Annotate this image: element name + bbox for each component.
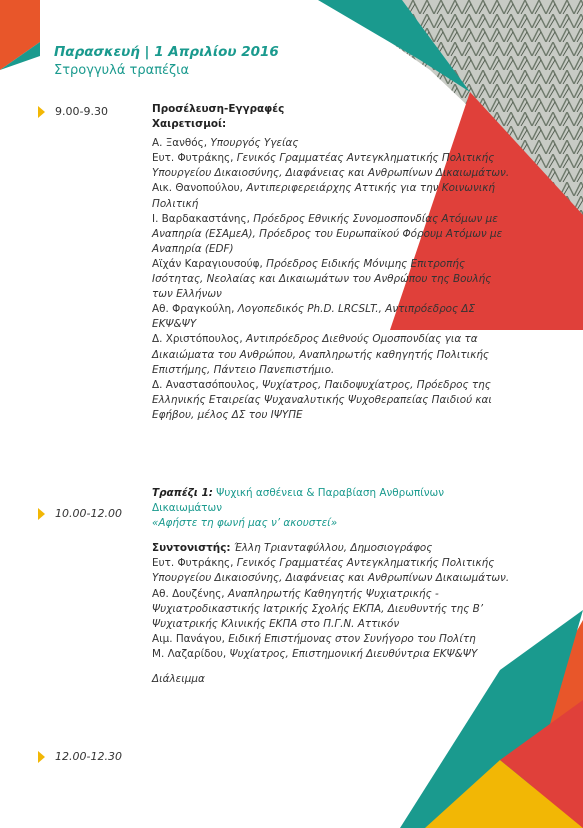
- speaker-role: Ειδική Επιστήμονας στον Συνήγορο του Πολίτη: [228, 632, 476, 645]
- speaker-item: [152, 302, 512, 332]
- day-title: Παρασκευή | 1 Απριλίου 2016: [54, 44, 279, 60]
- page-header: [54, 44, 279, 78]
- session-welcome: [152, 102, 512, 423]
- time-slot-1: [38, 101, 108, 120]
- speaker-item: [152, 647, 512, 662]
- speaker-name: Μ. Λαζαρίδου,: [152, 647, 227, 660]
- time-label: 10.00-12.00: [55, 507, 122, 520]
- speaker-role: Ψυχίατρος, Παιδοψυχίατρος, Πρόεδρος της Ελληνικής Εταιρείας Ψυχαναλυτικής Ψυχοθεραπείας Παιδιού και Εφήβου, μέλος ΔΣ του ΙΨΥΠΕ: [152, 378, 492, 421]
- moderator-label: Συντονιστής:: [152, 542, 231, 555]
- session-round-table: [152, 486, 512, 687]
- subtitle: Στρογγυλά τραπέζια: [54, 63, 190, 78]
- speaker-role: Γενικός Γραμματέας Αντεγκληματικής Πολιτικής Υπουργείου Δικαιοσύνης, Διαφάνειας και Ανθρωπίνων Δικαιωμάτων.: [152, 152, 510, 180]
- speaker-name: Ευτ. Φυτράκης,: [152, 557, 234, 570]
- time-slot-3: [38, 746, 122, 765]
- time-label: 12.00-12.30: [55, 750, 122, 763]
- speaker-item: [152, 136, 512, 151]
- moderator-line: [152, 541, 512, 556]
- speaker-item: [152, 632, 512, 647]
- arrow-icon: [38, 751, 45, 763]
- table-quote: «Αφήστε τη φωνή μας ν’ ακουστεί»: [152, 517, 338, 530]
- time-slot-2: [38, 503, 122, 522]
- speaker-name: Αικ. Θανοπούλου,: [152, 182, 243, 195]
- speaker-role: Πρόεδρος Ειδικής Μόνιμης Επιτροπής Ισότητας, Νεολαίας και Δικαιωμάτων του Ανθρώπου της Βουλής των Ελλήνων: [152, 257, 492, 301]
- table-title: Ψυχική ασθένεια & Παραβίαση Ανθρωπίνων Δικαιωμάτων: [152, 487, 445, 515]
- speaker-role: Γενικός Γραμματέας Αντεγκληματικής Πολιτικής Υπουργείου Δικαιοσύνης, Διαφάνειας και Ανθρωπίνων Δικαιωμάτων.: [152, 557, 510, 585]
- speaker-item: [152, 332, 512, 377]
- speaker-role: Αναπληρωτής Καθηγητής Ψυχιατρικής - Ψυχιατροδικαστικής Ιατρικής Σχολής ΕΚΠΑ, Διευθυντής της Β’ Ψυχιατρικής Κλινικής ΕΚΠΑ στο Π.Γ.Ν. Αττικόν: [152, 587, 484, 630]
- speaker-list: [152, 136, 512, 423]
- speaker-name: Δ. Αναστασόπουλος,: [152, 378, 259, 391]
- speaker-role: Ψυχίατρος, Επιστημονική Διευθύντρια ΕΚΨ&ΨΥ: [229, 647, 478, 660]
- speaker-item: [152, 556, 512, 586]
- speaker-item: [152, 151, 512, 181]
- speaker-item: [152, 587, 512, 632]
- speaker-name: Αϊχάν Καραγιουσούφ,: [152, 257, 263, 270]
- speaker-item: [152, 378, 512, 423]
- speaker-name: Αθ. Φραγκούλη,: [152, 303, 235, 316]
- speaker-item: [152, 212, 512, 257]
- speaker-role: Αντιπεριφερειάρχης Αττικής για την Κοινωνική Πολιτική: [152, 182, 495, 210]
- moderator-name: Έλλη Τριανταφύλλου, Δημοσιογράφος: [233, 542, 433, 555]
- time-label: 9.00-9.30: [55, 105, 108, 118]
- speaker-list: [152, 556, 512, 662]
- speaker-item: [152, 257, 512, 302]
- speaker-item: [152, 181, 512, 211]
- speaker-role: Υπουργός Υγείας: [210, 137, 299, 150]
- speaker-name: Αθ. Δουζένης,: [152, 587, 225, 600]
- speaker-role: Λογοπεδικός Ph.D. LRCSLT., Αντιπρόεδρος ΔΣ ΕΚΨ&ΨΥ: [152, 303, 476, 331]
- session-title: Προσέλευση-Εγγραφές: [152, 103, 285, 115]
- speaker-name: Αιμ. Πανάγου,: [152, 632, 225, 645]
- speaker-name: Α. Ξανθός,: [152, 137, 208, 150]
- speaker-role: Πρόεδρος Εθνικής Συνομοσπονδίας Ατόμων με Αναπηρία (ΕΣΑμεΑ), Πρόεδρος του Ευρωπαϊκού Φόρουμ Ατόμων με Αναπηρία (EDF): [152, 212, 503, 255]
- speaker-role: Αντιπρόεδρος Διεθνούς Ομοσπονδίας για τα Δικαιώματα του Ανθρώπου, Αναπληρωτής καθηγητής Πολιτικής Επιστήμης, Πάντειο Πανεπιστήμιο.: [152, 333, 490, 376]
- speaker-name: Ευτ. Φυτράκης,: [152, 152, 234, 165]
- speaker-name: Δ. Χριστόπουλος,: [152, 333, 243, 346]
- speaker-name: Ι. Βαρδακαστάνης,: [152, 212, 250, 225]
- arrow-icon: [38, 106, 45, 118]
- table-heading: [152, 486, 512, 516]
- table-label: Τραπέζι 1:: [152, 487, 213, 499]
- arrow-icon: [38, 508, 45, 520]
- session-subtitle: Χαιρετισμοί:: [152, 118, 227, 131]
- break-label: Διάλειμμα: [152, 673, 205, 686]
